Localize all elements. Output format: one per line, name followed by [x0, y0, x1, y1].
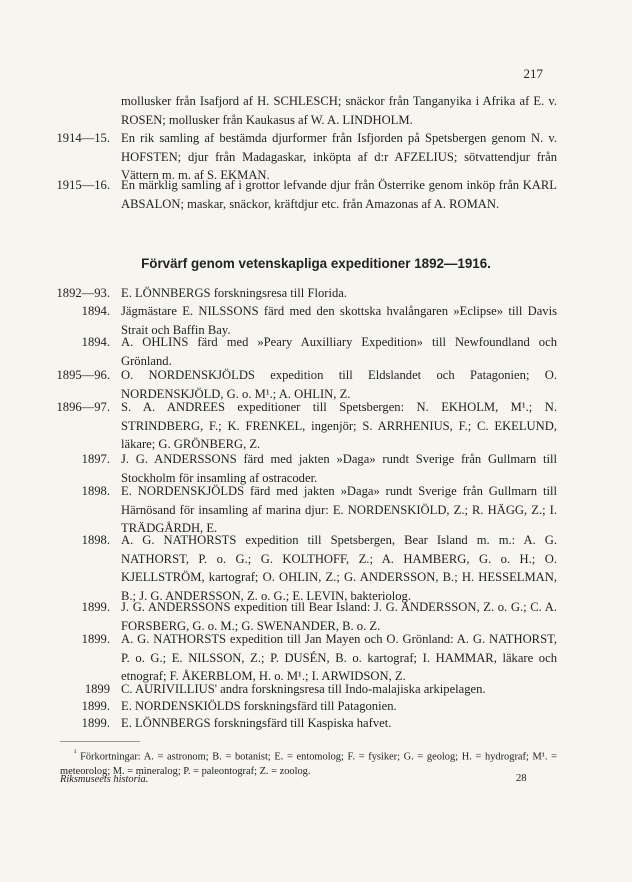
- entry-text: E. NORDENSKJÖLDS färd med jakten »Daga» rundt Sverige från Gullmarn till Härnösand för insamling af marina djur: E. NORDENSKIÖLD, Z.; R. HÄGG, Z.; I. TRÄDGÅRDH, E.: [121, 484, 557, 536]
- entry-year: 1898.: [81, 484, 110, 498]
- entry-text: E. LÖNNBERGS forskningsfärd till Kaspiska hafvet.: [121, 716, 392, 730]
- entry-year: 1899.: [81, 716, 110, 730]
- footer-title: Riksmuseets historia.: [60, 774, 149, 785]
- expedition-entry-7: [0, 531, 632, 605]
- expedition-entry-9: [0, 630, 632, 686]
- entry-year: 1896—97.: [56, 400, 110, 414]
- entry-year: 1892—93.: [56, 286, 110, 300]
- entry-text: mollusker från Isafjord af H. SCHLESCH; snäckor från Tanganyika i Afrika af E. v. ROSEN; mollusker från Kaukasus af W. A. LINDHOLM.: [121, 94, 557, 127]
- entry-text: E. LÖNNBERGS forskningsresa till Florida.: [121, 286, 347, 300]
- entry-year: 1899.: [81, 600, 110, 614]
- entry-text: S. A. ANDREES expeditioner till Spetsbergen: N. EKHOLM, M¹.; N. STRINDBERG, F.; K. FRENKEL, ingenjör; S. ARRHENIUS, F.; C. EKELUND, läkare; G. GRÖNBERG, Z.: [121, 400, 557, 452]
- entry-text: En rik samling af bestämda djurformer från Isfjorden på Spetsbergen genom N. v. HOFSTEN; djur från Madagaskar, inköpta af d:r AFZELIUS; sötvattendjur från Vättern m. m. af S. EKMAN.: [121, 131, 557, 183]
- entry-year: 1895—96.: [56, 368, 110, 382]
- entry-text: A. G. NATHORSTS expedition till Jan Mayen och O. Grönland: A. G. NATHORST, P. o. G.; E. NILSSON, Z.; P. DUSÉN, B. o. kartograf; I. HAMMAR, läkare och etnograf; F. ÅKERBLOM, H. o. M¹.; I. ARWIDSON, Z.: [121, 632, 557, 684]
- entry-year: 1894.: [81, 335, 110, 349]
- expedition-entry-10: [0, 680, 632, 699]
- entry-year: 1898.: [81, 533, 110, 547]
- expedition-entry-4: [0, 398, 632, 454]
- entry-text: A. OHLINS färd med »Peary Auxilliary Expedition» till Newfoundland och Grönland.: [121, 335, 557, 368]
- entry-text: J. G. ANDERSSONS expedition till Bear Island: J. G. ANDERSSON, Z. o. G.; C. A. FORSBERG, G. o. M.; G. SWENANDER, B. o. Z.: [121, 600, 557, 633]
- entry-year: 1894.: [81, 304, 110, 318]
- entry-year: 1914—15.: [56, 131, 110, 145]
- expedition-entry-2: [0, 333, 632, 370]
- section-heading: Förvärf genom vetenskapliga expeditioner 1892—1916.: [141, 256, 491, 271]
- signature-number: 28: [516, 773, 527, 784]
- entry-text: A. G. NATHORSTS expedition till Spetsbergen, Bear Island m. m.: A. G. NATHORST, P. o. G.; G. KOLTHOFF, Z.; A. HAMBERG, G. o. H.; O. KJELLSTRÖM, kartograf; O. OHLIN, Z.; G. ANDERSSON, B.; H. HESSELMAN, B.; J. G. ANDERSSON, Z. o. G.; E. LEVIN, bakteriolog.: [121, 533, 557, 603]
- expedition-entry-0: [0, 284, 632, 303]
- footnote-mark: ¹: [74, 748, 77, 757]
- entry-year: 1899.: [81, 699, 110, 713]
- entry-text: E. NORDENSKIÖLDS forskningsfärd till Patagonien.: [121, 699, 397, 713]
- entry-year: 1899.: [81, 632, 110, 646]
- entry-text: C. AURIVILLIUS' andra forskningsresa till Indo-malajiska arkipelagen.: [121, 682, 486, 696]
- entry-text: Jägmästare E. NILSSONS färd med den skottska hvalångaren »Eclipse» till Davis Strait och Baffin Bay.: [121, 304, 557, 337]
- entry-text: O. NORDENSKJÖLDS expedition till Eldslandet och Patagonien; O. NORDENSKJÖLD, G. o. M¹.; A. OHLIN, Z.: [121, 368, 557, 401]
- expedition-entry-6: [0, 482, 632, 538]
- top-entry-0: [0, 92, 632, 129]
- entry-year: 1915—16.: [56, 178, 110, 192]
- entry-year: 1899: [84, 682, 110, 696]
- footnote-text: Förkortningar: A. = astronom; B. = botanist; E. = entomolog; F. = fysiker; G. = geolog; H. = hydrograf; M¹. = meteorolog; M. = mineralog; P. = paleontograf; Z. = zoolog.: [60, 751, 557, 777]
- expedition-entry-11: [0, 697, 632, 716]
- entry-text: En märklig samling af i grottor lefvande djur från Österrike genom inköp från KARL ABSALON; maskar, snäckor, kräftdjur etc. från Amazonas af A. ROMAN.: [121, 178, 557, 211]
- page-number: 217: [523, 66, 543, 81]
- expedition-entry-12: [0, 714, 632, 733]
- entry-year: 1897.: [81, 452, 110, 466]
- footnote-divider: [60, 741, 140, 742]
- entry-text: J. G. ANDERSSONS färd med jakten »Daga» rundt Sverige från Gullmarn till Stockholm för insamling af ostracoder.: [121, 452, 557, 485]
- top-entry-2: [0, 176, 632, 213]
